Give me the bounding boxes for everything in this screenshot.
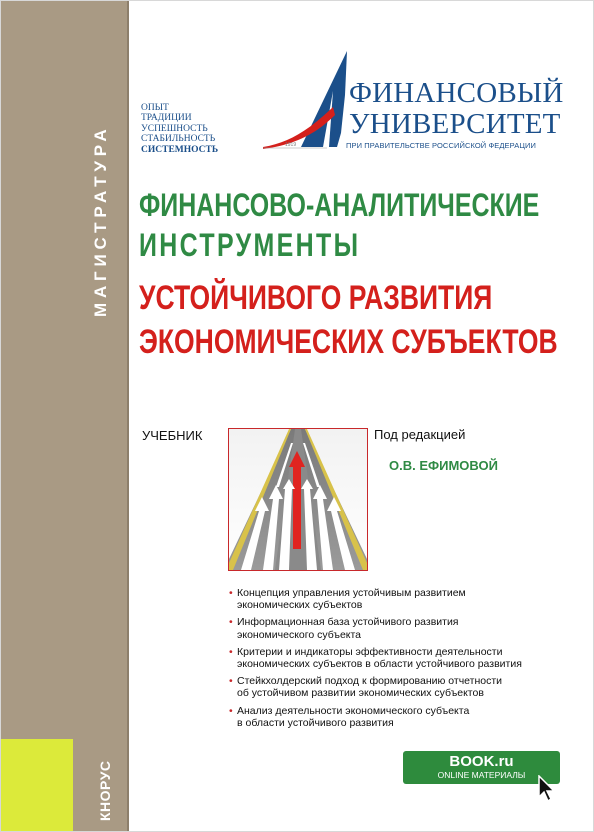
book-title-line: ФИНАНСОВО-АНАЛИТИЧЕСКИЕ bbox=[139, 187, 540, 223]
sidebar-edge bbox=[127, 1, 129, 832]
road-arrows-icon bbox=[229, 429, 367, 570]
university-logo-icon bbox=[263, 51, 353, 151]
series-label: МАГИСТРАТУРА bbox=[91, 124, 110, 317]
motto bbox=[141, 103, 218, 155]
feature-text: экономического субъекта bbox=[237, 628, 362, 641]
feature-text: экономических субъектов в области устойчивого развития bbox=[237, 658, 522, 671]
feature-item bbox=[229, 646, 589, 670]
university-subtitle: ПРИ ПРАВИТЕЛЬСТВЕ РОССИЙСКОЙ ФЕДЕРАЦИИ bbox=[346, 141, 536, 150]
founding-year: 1919 bbox=[285, 142, 297, 148]
cover-illustration bbox=[228, 428, 368, 571]
cursor-icon bbox=[537, 775, 557, 803]
publisher-label: КНОРУС bbox=[97, 760, 113, 821]
publisher-block bbox=[1, 739, 73, 832]
editor-name: О.В. ЕФИМОВОЙ bbox=[389, 458, 498, 473]
feature-item bbox=[229, 616, 589, 640]
feature-list bbox=[229, 587, 589, 734]
book-title-line: ИНСТРУМЕНТЫ bbox=[139, 227, 361, 263]
motto-word: СТАБИЛЬНОСТЬ bbox=[141, 134, 216, 145]
online-materials-label: ONLINE МАТЕРИАЛЫ bbox=[437, 770, 526, 780]
feature-item bbox=[229, 675, 589, 699]
feature-text: • Критерии и индикаторы эффективности деятельности bbox=[237, 645, 503, 658]
feature-text: • Информационная база устойчивого развития bbox=[237, 616, 459, 629]
motto-word: УСПЕШНОСТЬ bbox=[141, 123, 208, 134]
book-title-line: ЭКОНОМИЧЕСКИХ СУБЪЕКТОВ bbox=[139, 323, 558, 361]
university-name bbox=[349, 78, 564, 140]
editor-label: Под редакцией bbox=[374, 427, 466, 442]
feature-text: • Анализ деятельности экономического субъекта bbox=[237, 704, 470, 717]
motto-word: ОПЫТ bbox=[141, 103, 169, 113]
book-title-line: УСТОЙЧИВОГО РАЗВИТИЯ bbox=[139, 279, 493, 317]
feature-text: в области устойчивого развития bbox=[237, 716, 394, 729]
motto-word: ТРАДИЦИИ bbox=[141, 113, 192, 124]
feature-item bbox=[229, 705, 589, 729]
university-name-line: ФИНАНСОВЫЙ bbox=[349, 77, 564, 109]
document-type: УЧЕБНИК bbox=[142, 428, 203, 443]
book-ru-label: BOOK.ru bbox=[449, 753, 514, 770]
feature-text: об устойчивом развитии экономических субъектов bbox=[237, 687, 484, 700]
feature-item bbox=[229, 587, 589, 611]
feature-text: экономических субъектов bbox=[237, 599, 363, 612]
university-name-line: УНИВЕРСИТЕТ bbox=[349, 108, 561, 140]
feature-text: • Стейкхолдерский подход к формированию отчетности bbox=[237, 675, 503, 688]
feature-text: • Концепция управления устойчивым развитием bbox=[237, 587, 466, 599]
motto-word: СИСТЕМНОСТЬ bbox=[141, 144, 219, 155]
